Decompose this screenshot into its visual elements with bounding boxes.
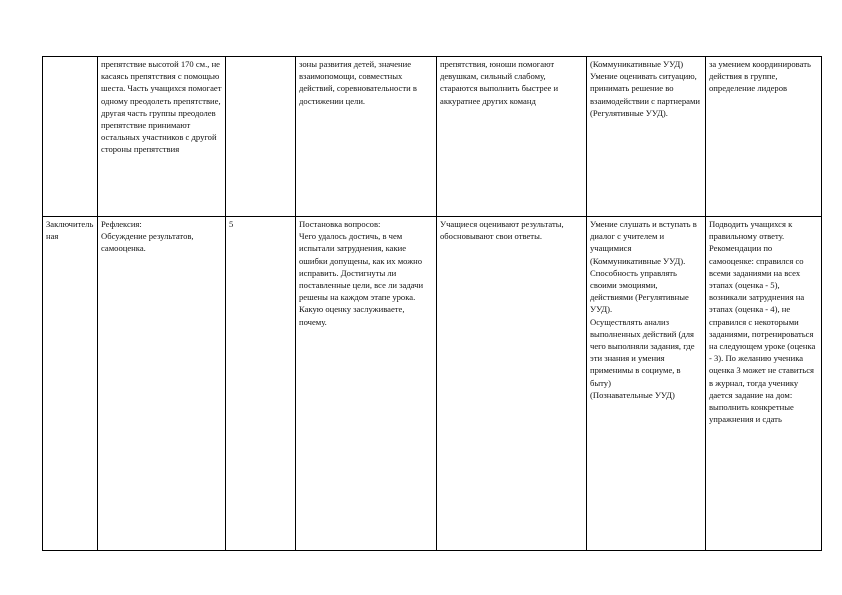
results-cell: Подводить учащихся к правильному ответу. Рекомендации по самооценке: справился со всеми заданиями на всех этапах (оценка - 5), возникали затруднения на этапах (оценка - 4), не справился с некоторыми заданиями, потренироваться на следующем уроке (оценка - 3). По желанию ученика оценка 3 может не ставиться в журнал, тогда ученику дается задание на дом: выполнить конкретные упражнения и сдать [706,217,822,551]
stage-cell [43,57,98,217]
stage-cell: Заключительная [43,217,98,551]
teacher-activity-cell: зоны развития детей, значение взаимопомощи, совместных действий, соревновательности в достижении цели. [296,57,437,217]
time-cell [226,57,296,217]
time-cell: 5 [226,217,296,551]
content-cell: препятствие высотой 170 см., не касаясь препятствия с помощью шеста. Часть учащихся помогает одному преодолеть препятствие, другая часть группы преодолев препятствие принимают остальных участников с другой стороны препятствия [98,57,226,217]
student-activity-cell: препятствия, юноши помогают девушкам, сильный слабому, стараются выполнить быстрее и аккуратнее других команд [437,57,587,217]
table-row [43,217,822,551]
uud-cell: (Коммуникативные УУД) Умение оценивать ситуацию, принимать решение во взаимодействии с партнерами (Регулятивные УУД). [587,57,706,217]
uud-cell: Умение слушать и вступать в диалог с учителем и учащимися (Коммуникативные УУД). Способность управлять своими эмоциями, действиями (Регулятивные УУД). Осуществлять анализ выполненных действий (для чего выполняли задания, где эти знания и умения применимы в социуме, в быту) (Познавательные УУД) [587,217,706,551]
content-cell: Рефлексия: Обсуждение результатов, самооценка. [98,217,226,551]
lesson-plan-table [42,56,822,551]
student-activity-cell: Учащиеся оценивают результаты, обосновывают свои ответы. [437,217,587,551]
results-cell: за умением координировать действия в группе, определение лидеров [706,57,822,217]
table-row [43,57,822,217]
teacher-activity-cell: Постановка вопросов: Чего удалось достичь, в чем испытали затруднения, какие ошибки допущены, как их можно исправить. Достигнуты ли поставленные цели, все ли задачи решены на каждом этапе урока. Какую оценку заслуживаете, почему. [296,217,437,551]
